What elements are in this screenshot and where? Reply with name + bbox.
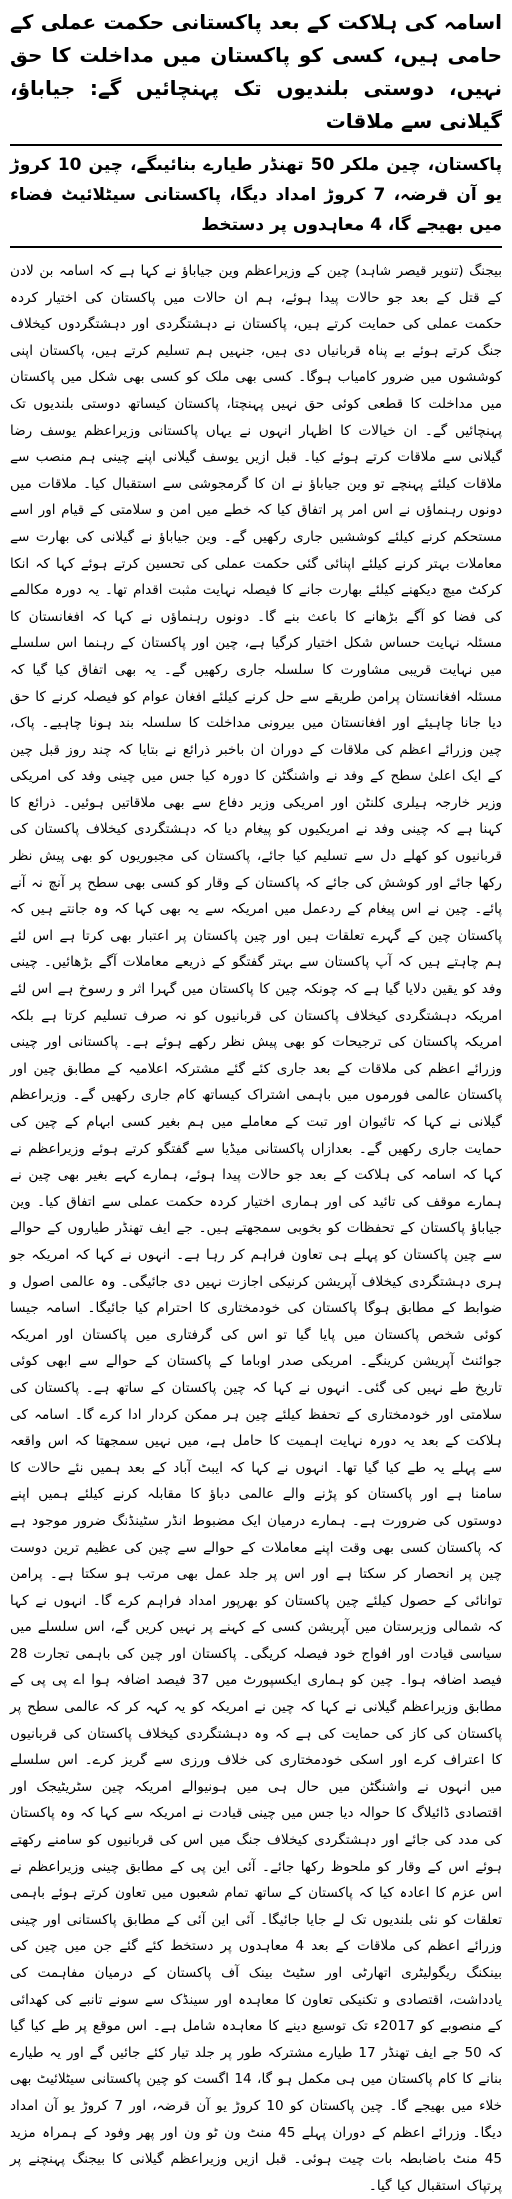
- divider-rule-2: [10, 246, 502, 248]
- article-body: بیجنگ (تنویر قیصر شاہد) چین کے وزیراعظم وین جیاباؤ نے کہا ہے کہ اسامہ بن لادن کے قتل کے بعد جو حالات پیدا ہوئے، ہم ان حالات میں پاکستان کی اختیار کردہ حکمت عملی کی حمایت کرتے ہیں، پاکستان نے دہشتگردی اور دہشتگردوں کیخلاف جنگ کرتے ہوئے بے پناہ قربانیاں دی ہیں، جنہیں ہم تسلیم کرتے ہیں، پاکستان اپنی کوششوں میں ضرور کامیاب ہوگا۔ کسی بھی ملک کو کسی بھی شکل میں پاکستان میں مداخلت کا قطعی کوئی حق نہیں پہنچتا، پاکستان کیساتھ دوستی بلندیوں تک پہنچائیں گے۔ ان خیالات کا اظہار انہوں نے یہاں پاکستانی وزیراعظم یوسف رضا گیلانی سے ملاقات کرتے ہوئے کیا۔ قبل ازیں یوسف گیلانی اپنے چینی ہم منصب سے ملاقات کیلئے پہنچے تو وین جیاباؤ نے ان کا گرمجوشی سے استقبال کیا۔ ملاقات میں دونوں رہنماؤں نے اس امر پر اتفاق کیا کہ خطے میں امن و سلامتی کے قیام اور اسے مستحکم کرنے کیلئے کوششیں جاری رکھیں گے۔ وین جیاباؤ نے گیلانی کی بھارت سے معاملات بہتر کرنے کیلئے اپنائی گئی حکمت عملی کی تحسین کرتے ہوئے کہا کہ انکا کرکٹ میچ دیکھنے کیلئے بھارت جانے کا فیصلہ نہایت مثبت اقدام تھا۔ یہ دورہ مکالمے کی فضا کو آگے بڑھانے کا باعث بنے گا۔ دونوں رہنماؤں نے کہا کہ افغانستان کا مسئلہ نہایت حساس شکل اختیار کرگیا ہے، چین اور پاکستان کے رہنما اس سلسلے میں نہایت قریبی مشاورت کا سلسلہ جاری رکھیں گے۔ یہ بھی اتفاق کیا گیا کہ مسئلہ افغانستان پرامن طریقے سے حل کرنے کیلئے افغان عوام کو فیصلہ کرنے کا حق دیا جانا چاہیئے اور افغانستان میں بیرونی مداخلت کا سلسلہ بند ہونا چاہیے۔ پاک، چین وزرائے اعظم کی ملاقات کے دوران ان باخبر ذرائع نے بتایا کہ چند روز قبل چین کے ایک اعلیٰ سطح کے وفد نے واشنگٹن کا دورہ کیا جس میں چینی وفد کی امریکی وزیر خارجہ ہیلری کلنٹن اور امریکی وزیر دفاع سے بھی ملاقاتیں ہوئیں۔ ذرائع کا کہنا ہے کہ چینی وفد نے امریکیوں کو پیغام دیا کہ دہشتگردی کیخلاف پاکستان کی قربانیوں کو کھلے دل سے تسلیم کیا جائے، پاکستان کی مجبوریوں کو بھی پیش نظر رکھا جائے اور کوشش کی جائے کہ پاکستان کے وقار کو کسی بھی سطح پر آنچ نہ آنے پائے۔ چین نے اس پیغام کے ردعمل میں امریکہ سے یہ بھی کہا کہ وہ جانتے ہیں کہ پاکستان چین کے گہرے تعلقات ہیں اور چین پاکستان پر اعتبار بھی کرتا ہے اس لئے ہم چاہتے ہیں کہ آپ پاکستان سے بہتر گفتگو کے ذریعے معاملات آگے بڑھائیں۔ چینی وفد کو یقین دلایا گیا ہے کہ چونکہ چین کا پاکستان میں گہرا اثر و رسوخ ہے اس لئے امریکہ دہشتگردی کیخلاف پاکستان کی قربانیوں کو نہ صرف تسلیم کرتا ہے بلکہ امریکہ پاکستان کی ترجیحات کو بھی پیش نظر رکھے ہوئے ہے۔ پاکستانی اور چینی وزرائے اعظم کی ملاقات کے بعد جاری کئے گئے مشترکہ اعلامیہ کے مطابق چین اور پاکستان عالمی فورموں میں باہمی اشتراک کیساتھ کام جاری رکھیں گے۔ وزیراعظم گیلانی نے کہا کہ تائیوان اور تبت کے معاملے میں ہم بغیر کسی ابہام کے چین کی حمایت جاری رکھیں گے۔ بعدازاں پاکستانی میڈیا سے گفتگو کرتے ہوئے وزیراعظم نے کہا کہ اسامہ کی ہلاکت کے بعد جو حالات پیدا ہوئے، ہمارے کہے بغیر بھی چین نے ہمارے موقف کی تائید کی اور ہماری اختیار کردہ حکمت عملی سے اتفاق کیا۔ وین جیاباؤ پاکستان کے تحفظات کو بخوبی سمجھتے ہیں۔ جے ایف تھنڈر طیاروں کے حوالے سے چین پاکستان کو پہلے ہی تعاون فراہم کر رہا ہے۔ انہوں نے کہا کہ امریکہ جو ہری دہشتگردی کیخلاف آپریشن کرنیکی اجازت نہیں دی جائیگی۔ وہ عالمی اصول و ضوابط کے مطابق ہوگا پاکستان کی خودمختاری کا احترام کیا جائیگا۔ اسامہ جیسا کوئی شخص پاکستان میں پایا گیا تو اس کی گرفتاری میں پاکستان اور امریکہ جوائنٹ آپریشن کرینگے۔ امریکی صدر اوباما کے پاکستان کے حوالے سے ابھی کوئی تاریخ طے نہیں کی گئی۔ انہوں نے کہا کہ چین پاکستان کے ساتھ ہے۔ پاکستان کی سلامتی اور خودمختاری کے تحفظ کیلئے چین ہر ممکن کردار ادا کرے گا۔ اسامہ کی ہلاکت کے بعد یہ دورہ نہایت اہمیت کا حامل ہے، میں نہیں سمجھتا کہ اس واقعہ سے پہلے یہ طے کیا گیا تھا۔ انہوں نے کہا کہ ایبٹ آباد کے بعد ہمیں نئے حالات کا سامنا ہے اور پاکستان کو پڑنے والے عالمی دباؤ کا مقابلہ کرنے کیلئے ہمیں اپنے دوستوں کی ضرورت ہے۔ ہمارے درمیان ایک مضبوط انڈر سٹینڈنگ ضرور موجود ہے کہ پاکستان کسی بھی وقت اپنے معاملات کے حوالے سے چین کی عظیم ترین دوست چین پر انحصار کر سکتا ہے اور اس پر جلد عمل بھی مرتب ہو سکتا ہے۔ پرامن توانائی کے حصول کیلئے چین پاکستان کو بھرپور امداد فراہم کرے گا۔ انہوں نے کہا کہ شمالی وزیرستان میں آپریشن کسی کے کہنے پر نہیں کریں گے، اس سلسلے میں سیاسی قیادت اور افواج خود فیصلہ کریگی۔ پاکستان اور چین کی باہمی تجارت 28 فیصد اضافہ ہوا۔ چین کو ہماری ایکسپورٹ میں 37 فیصد اضافہ ہوا اے پی پی کے مطابق وزیراعظم گیلانی نے کہا کہ چین نے امریکہ کو یہ کہہ کر کہ عالمی سطح پر پاکستان کی کاز کی حمایت کی ہے کہ وہ دہشتگردی کیخلاف پاکستان کی قربانیوں کا اعتراف کرے اور اسکی خودمختاری کی خلاف ورزی سے گریز کرے۔ اس سلسلے میں انہوں نے واشنگٹن میں حال ہی میں ہونیوالے امریکہ چین سٹریٹیجک اور اقتصادی ڈائیلاگ کا حوالہ دیا جس میں چینی قیادت نے امریکہ سے کہا کہ وہ پاکستان کی مدد کی جائے اور دہشتگردی کیخلاف جنگ میں اس کی قربانیوں کو سامنے رکھتے ہوئے اس کے وقار کو ملحوظ رکھا جائے۔ آئی این پی کے مطابق چینی وزیراعظم نے اس عزم کا اعادہ کیا کہ پاکستان کے ساتھ تمام شعبوں میں تعاون کرتے ہوئے باہمی تعلقات کو نئی بلندیوں تک لے جایا جائیگا۔ آئی این آئی کے مطابق پاکستانی اور چینی وزرائے اعظم کی ملاقات کے بعد 4 معاہدوں پر دستخط کئے گئے جن میں چین کی بینکنگ ریگولیٹری اتھارٹی اور سٹیٹ بینک آف پاکستان کے درمیان مفاہمت کی یادداشت، اقتصادی و تکنیکی تعاون کا معاہدہ اور سینڈک سے سونے تانبے کی کھدائی کے منصوبے کو 2017ء تک توسیع دینے کا معاہدہ شامل ہے۔ اس موقع پر طے کیا گیا کہ 50 جے ایف تھنڈر 17 طیارے مشترکہ طور پر جلد تیار کئے جائیں گے اور یہ طیارے بنانے کا کام پاکستان میں ہی مکمل ہو گا، 14 اگست کو چین پاکستانی سیٹلائیٹ بھی خلاء میں بھیجے گا۔ چین پاکستان کو 10 کروڑ یو آن قرضہ، اور 7 کروڑ یو آن امداد دیگا۔ وزرائے اعظم کے دوران پہلے 45 منٹ ون ٹو ون اور پھر وفود کے ہمراہ مزید 45 منٹ باضابطہ بات چیت ہوئی۔ قبل ازیں وزیراعظم گیلانی کا بیجنگ پہنچنے پر پرتپاک استقبال کیا گیا۔: [10, 263, 502, 2194]
- subheadline: پاکستان، چین ملکر 50 تھنڈر طیارے بنائیںگے، چین 10 کروڑ یو آن قرضہ، 7 کروڑ امداد دیگا، پاکستانی سیٹلائیٹ فضاء میں بھیجے گا، 4 معاہدوں پر دستخط: [10, 155, 502, 235]
- divider-rule: [10, 144, 502, 146]
- headline: اسامہ کی ہلاکت کے بعد پاکستانی حکمت عملی کے حامی ہیں، کسی کو پاکستان میں مداخلت کا حق نہیں، دوستی بلندیوں تک پہنچائیں گے: جیاباؤ، گیلانی سے ملاقات: [10, 10, 502, 133]
